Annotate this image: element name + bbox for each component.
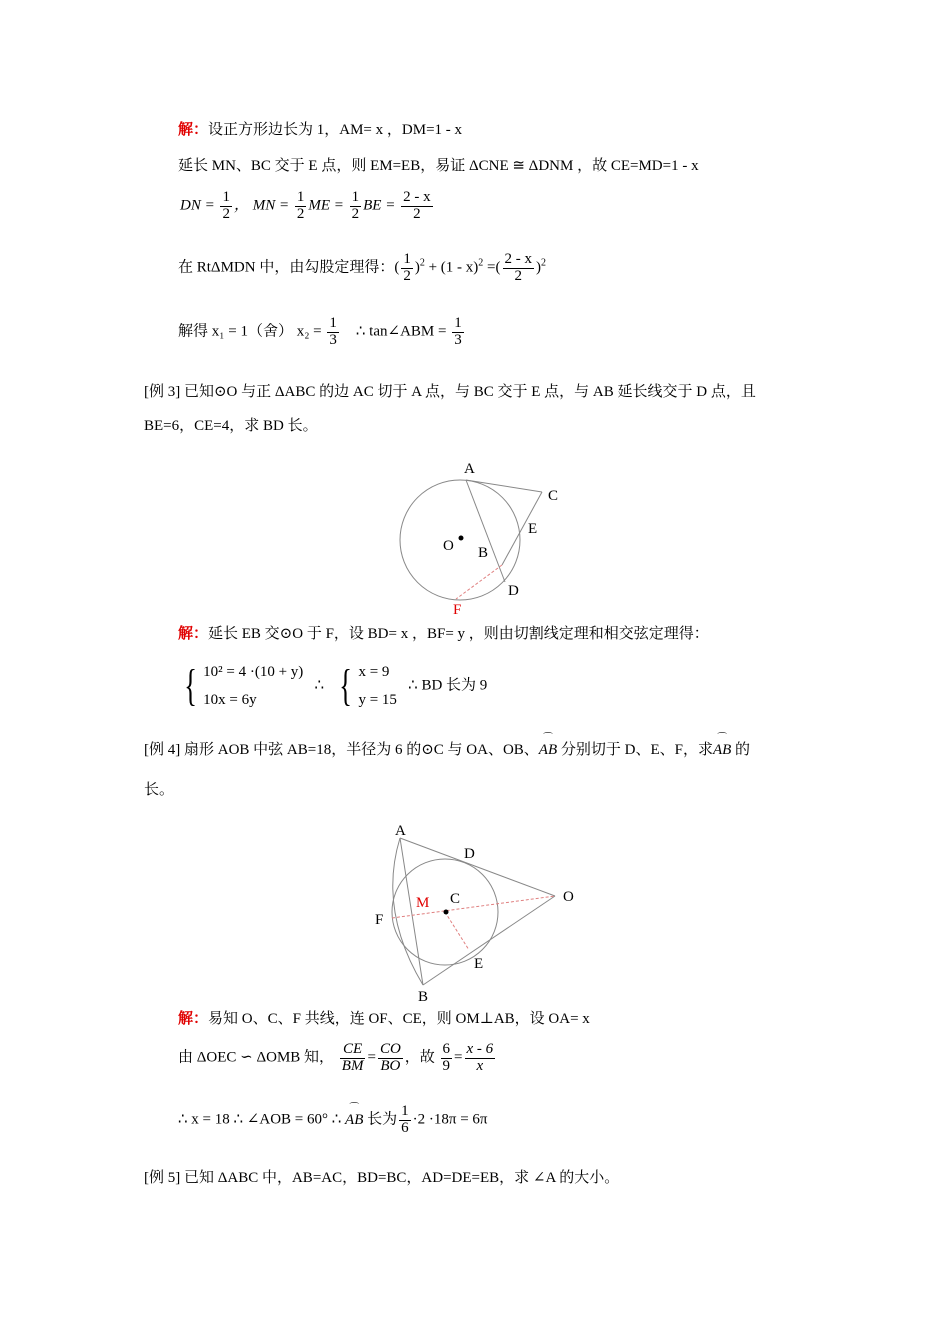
fraction: $\frac{CO}{BO}$ [379,1041,401,1074]
sol1-line2: 延长 MN、BC 交于 E 点，则 EM=EB，易证 ΔCNE ≅ ΔDNM ，故 CE=MD=1 - x [178,158,699,174]
label-A: A [395,823,406,839]
ex5-line1: [例 5] 已知 ΔABC 中，AB=AC，BD=BC，AD=DE=EB，求 ∠A 的大小。 [144,1170,620,1186]
fraction: $\frac{1}{3}$ [329,315,337,348]
fraction: $\frac{1}{2}$ [222,189,230,222]
sol1-line1: 解：设正方形边长为 1，AM= x ，DM=1 - x [178,122,463,138]
label-D: D [464,846,475,862]
label-M: M [416,895,430,911]
label-B: B [418,989,429,1005]
sol1-line5: 解得 x₁ = 1（舍） x₂ = $\frac{1}{3}$ ∴ tan∠ABM = $\frac{1}{3}$ [178,315,462,348]
solution-label: 解： [178,626,209,642]
fraction: $\frac{x - 6}{x}$ [466,1041,494,1074]
fraction: $\frac{6}{9}$ [442,1041,451,1074]
label-C: C [548,488,559,504]
label-F: F [375,912,384,928]
label-O: O [563,889,574,905]
label-B: B [478,545,489,561]
fraction: $\frac{CE}{BM}$ [341,1041,364,1074]
sol3-line1: 解：延长 EB 交⊙O 于 F，设 BD= x ，BF= y ，则由切割线定理和相交弦定理得： [178,626,709,642]
ex4-line1: [例 4] 扇形 AOB 中弦 AB=18，半径为 6 的⊙C 与 OA、OB、⌒ AB 分别切于 D、E、F，求⌒ AB 的 [144,738,750,759]
solution-label: 解： [178,122,209,138]
fraction: $\frac{1}{2}$ [351,189,360,222]
fraction: $\frac{1}{3}$ [454,315,462,348]
label-F: F [453,602,462,618]
sol3-system: { 10² = 4 ·(10 + y) 10x = 6y ∴ { x = 9 y = 15 ∴ BD 长为 9 [184,661,488,710]
sol4-line2: 由 ΔOEC ∽ ΔOMB 知， $\frac{CE}{BM}$ = $\frac{CO}{BO}$ ，故 $\frac{6}{9}$ = $\frac{x - 6}{x}$ [178,1041,494,1074]
label-O: O [443,538,454,554]
sol1-line4: 在 RtΔMDN 中，由勾股定理得：( $\frac{1}{2}$ )$^2$ + (1 - x)$^2$ =( $\frac{2 - x}{2}$ )$^2$ [178,251,546,284]
sol4-line1: 解：易知 O、C、F 共线，连 OF、CE，则 OM⊥AB，设 OA= x [178,1011,590,1027]
sol1-line3: DN = $\frac{1}{2}$ ， MN = $\frac{1}{2}$ ME = $\frac{1}{2}$ BE = $\frac{2 - x}{2}$ [180,189,431,222]
fraction: $\frac{1}{6}$ [401,1103,409,1136]
fraction: $\frac{1}{2}$ [403,251,411,284]
fraction: $\frac{2 - x}{2}$ [504,251,532,284]
ex3-line1: [例 3] 已知⊙O 与正 ΔABC 的边 AC 切于 A 点，与 BC 交于 E 点，与 AB 延长线交于 D 点，且 [144,384,756,400]
sector-figure [370,820,590,1010]
label-A: A [464,461,475,477]
solution-label: 解： [178,1011,209,1027]
sol4-line3: ∴ x = 18 ∴ ∠AOB = 60° ∴ ⌒ AB 长为 $\frac{1}{6}$ ·2 ·18π = 6π [178,1104,488,1137]
circle-figure-1 [390,455,580,620]
label-E: E [528,521,538,537]
fraction: $\frac{2 - x}{2}$ [403,189,431,222]
fraction: $\frac{1}{2}$ [296,189,305,222]
ex3-line2: BE=6，CE=4，求 BD 长。 [144,418,318,434]
label-E: E [474,956,484,972]
label-D: D [508,583,519,599]
label-C: C [450,891,461,907]
ex4-line2: 长。 [144,782,175,798]
